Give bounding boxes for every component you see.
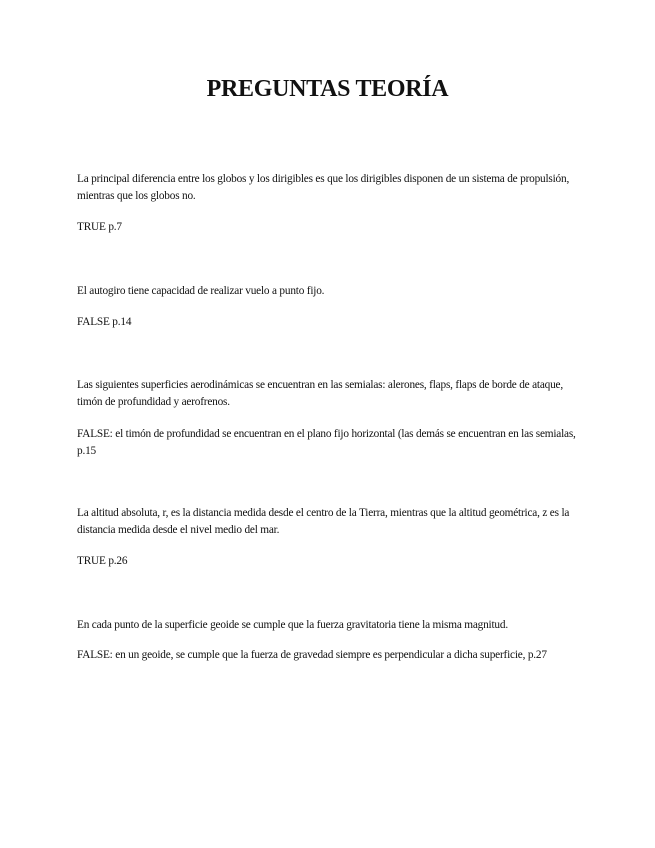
- question-1-statement: La principal diferencia entre los globos y los dirigibles es que los dirigibles disponen de un sistema de propulsión, mientras que los globos no.: [77, 173, 570, 202]
- question-4-statement: La altitud absoluta, r, es la distancia medida desde el centro de la Tierra, mientras que la altitud geométrica, z es la distancia medida desde el nivel medio del mar.: [77, 507, 570, 536]
- question-5-statement: En cada punto de la superficie geoide se cumple que la fuerza gravitatoria tiene la misma magnitud.: [77, 619, 508, 631]
- question-1-answer: TRUE p.7: [77, 221, 122, 233]
- question-2-statement: El autogiro tiene capacidad de realizar vuelo a punto fijo.: [77, 285, 325, 297]
- page-title: PREGUNTAS TEORÍA: [206, 76, 449, 102]
- question-5-answer: FALSE: en un geoide, se cumple que la fuerza de gravedad siempre es perpendicular a dicha superficie, p.27: [77, 649, 547, 661]
- question-3-statement: Las siguientes superficies aerodinámicas se encuentran en las semialas: alerones, flaps, flaps de borde de ataque, timón de profundidad y aerofrenos.: [77, 379, 563, 408]
- question-2-answer: FALSE p.14: [77, 316, 132, 328]
- question-4-answer: TRUE p.26: [77, 555, 128, 567]
- question-3-answer: FALSE: el timón de profundidad se encuentran en el plano fijo horizontal (las demás se encuentran en las semialas, p.15: [77, 428, 576, 457]
